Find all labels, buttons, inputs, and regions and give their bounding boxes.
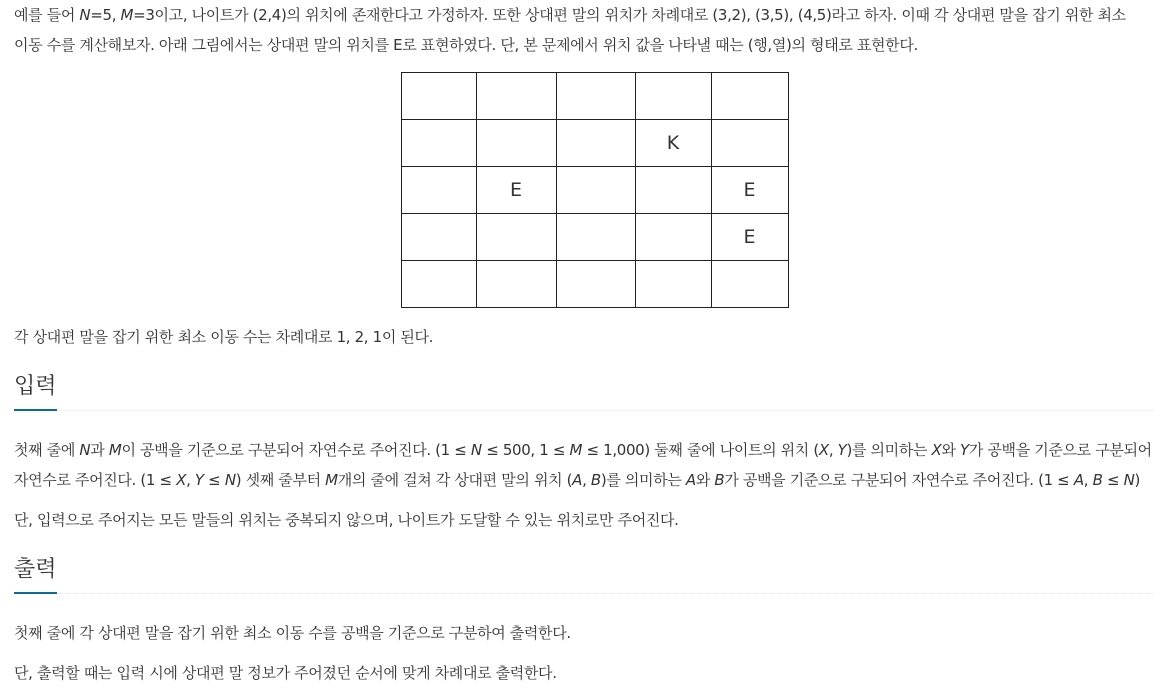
board-cell	[401, 167, 476, 214]
output-section-body	[14, 594, 1153, 688]
chess-board-figure	[401, 72, 795, 308]
board-cell	[476, 261, 556, 308]
enemy-cell: E	[711, 214, 788, 261]
board-row	[401, 214, 788, 261]
output-description: 첫째 줄에 각 상대편 말을 잡기 위한 최소 이동 수를 공백을 기준으로 구분하여 출력한다.	[14, 624, 571, 642]
board-cell	[476, 120, 556, 167]
input-note: 단, 입력으로 주어지는 모든 말들의 위치는 중복되지 않으며, 나이트가 도달할 수 있는 위치로만 주어진다.	[14, 511, 679, 529]
chess-board	[401, 72, 789, 308]
board-cell	[635, 214, 711, 261]
board-cell	[711, 120, 788, 167]
board-cell	[401, 261, 476, 308]
board-cell	[635, 167, 711, 214]
knight-cell: K	[635, 120, 711, 167]
input-section-header	[14, 366, 1153, 411]
output-section-header	[14, 549, 1153, 594]
enemy-cell: E	[711, 167, 788, 214]
output-note: 단, 출력할 때는 입력 시에 상대편 말 정보가 주어졌던 순서에 맞게 차례대로 출력한다.	[14, 664, 557, 682]
board-cell	[556, 120, 635, 167]
board-row	[401, 73, 788, 120]
board-cell	[476, 73, 556, 120]
intro-result-text: 각 상대편 말을 잡기 위한 최소 이동 수는 차례대로 1, 2, 1이 된다.	[14, 328, 434, 346]
board-row	[401, 261, 788, 308]
enemy-cell: E	[476, 167, 556, 214]
board-cell	[556, 214, 635, 261]
board-cell	[711, 261, 788, 308]
board-cell	[556, 73, 635, 120]
board-cell	[401, 214, 476, 261]
output-section-title: 출력	[14, 553, 57, 594]
board-cell	[711, 73, 788, 120]
board-cell	[635, 73, 711, 120]
board-cell	[401, 73, 476, 120]
board-cell	[401, 120, 476, 167]
intro-paragraph: 예를 들어 N=5, M=3이고, 나이트가 (2,4)의 위치에 존재한다고 가정하자. 또한 상대편 말의 위치가 차례대로 (3,2), (3,5), (4,5)라고 하자. 이때 각 상대편 말을 잡기 위한 최소 이동 수를 계산해보자. 아래 그림에서는 상대편 말의 위치를 E로 표현하였다. 단, 본 문제에서 위치 값을 나타낼 때는 (행,열)의 형태로 표현한다.	[14, 6, 1126, 54]
board-row	[401, 167, 788, 214]
board-cell	[635, 261, 711, 308]
board-cell	[476, 214, 556, 261]
input-section-body	[14, 411, 1153, 535]
input-section-title: 입력	[14, 370, 57, 411]
board-row	[401, 120, 788, 167]
input-description: 첫째 줄에 N과 M이 공백을 기준으로 구분되어 자연수로 주어진다. (1 ≤ N ≤ 500, 1 ≤ M ≤ 1,000) 둘째 줄에 나이트의 위치 (X, Y)를 의미하는 X와 Y가 공백을 기준으로 구분되어 자연수로 주어진다. (1 ≤ X, Y ≤ N) 셋째 줄부터 M개의 줄에 걸쳐 각 상대편 말의 위치 (A, B)를 의미하는 A와 B가 공백을 기준으로 구분되어 자연수로 주어진다. (1 ≤ A, B ≤ N)	[14, 441, 1152, 489]
board-cell	[556, 167, 635, 214]
board-cell	[556, 261, 635, 308]
